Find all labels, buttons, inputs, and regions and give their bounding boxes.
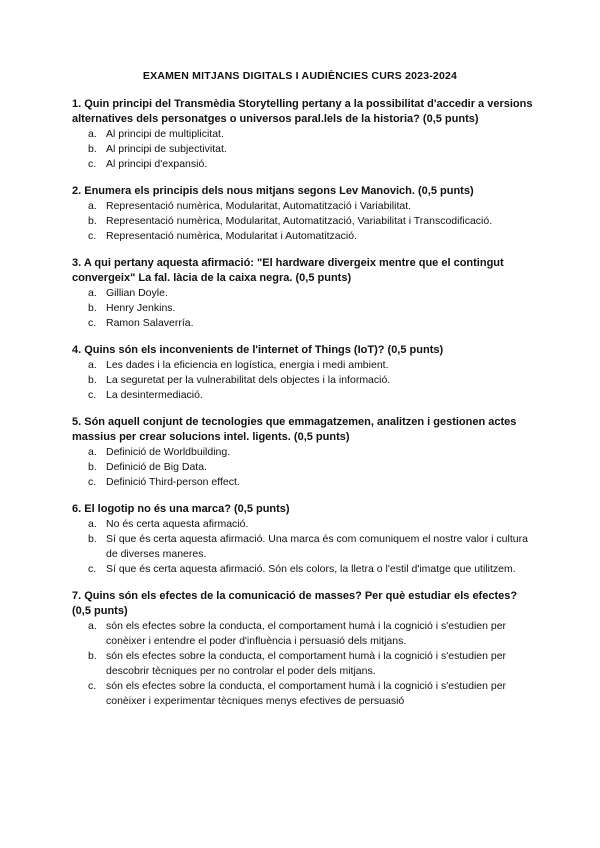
question-4 [72, 343, 534, 403]
option-text: Ramon Salaverría. [106, 317, 194, 329]
option-text: No és certa aquesta afirmació. [106, 518, 249, 530]
option-letter: b. [88, 650, 97, 662]
question-text: 1. Quin principi del Transmèdia Storytelling pertany a la possibilitat d'accedir a versions alternatives dels personatges o universos paral.lels de la historia? (0,5 punts) [72, 98, 533, 125]
option-text: són els efectes sobre la conducta, el comportament humà i la cognició i s'estudien per conèixer i entendre el poder d'influència i persuasió dels mitjans. [106, 620, 507, 647]
question-7 [72, 589, 534, 709]
option-text: són els efectes sobre la conducta, el comportament humà i la cognició i s'estudien per descobrir tècniques per no controlar el poder dels mitjans. [106, 650, 507, 677]
option-letter: b. [88, 374, 97, 386]
question-2 [72, 184, 534, 244]
option-c [72, 157, 534, 172]
option-letter: a. [88, 359, 97, 371]
option-text: Representació numèrica, Modularitat, Automatització, Variabilitat i Transcodificació. [106, 215, 493, 227]
option-letter: a. [88, 620, 97, 632]
question-6 [72, 502, 534, 577]
option-text: Les dades i la eficiencia en logística, energia i medi ambient. [106, 359, 389, 371]
option-list [72, 358, 534, 403]
option-a [72, 517, 534, 532]
option-list [72, 286, 534, 331]
option-c [72, 679, 534, 709]
option-letter: c. [88, 680, 97, 692]
option-letter: c. [88, 389, 97, 401]
option-text: La desintermediació. [106, 389, 203, 401]
option-text: Definició Third-person effect. [106, 476, 240, 488]
option-c [72, 562, 534, 577]
question-5 [72, 415, 534, 490]
option-list [72, 517, 534, 577]
question-text: 5. Són aquell conjunt de tecnologies que emmagatzemen, analitzen i gestionen actes massius per crear solucions intel. ligents. (0,5 punts) [72, 416, 517, 443]
option-a [72, 445, 534, 460]
option-text: Al principi de subjectivitat. [106, 143, 227, 155]
question-text: 3. A qui pertany aquesta afirmació: "El hardware divergeix mentre que el contingut convergeix" La fal. làcia de la caixa negra. (0,5 punts) [72, 257, 504, 284]
option-letter: c. [88, 158, 97, 170]
option-text: Henry Jenkins. [106, 302, 176, 314]
option-text: La seguretat per la vulnerabilitat dels objectes i la informació. [106, 374, 391, 386]
option-list [72, 199, 534, 244]
question-text: 6. El logotip no és una marca? (0,5 punts) [72, 503, 290, 515]
option-text: Al principi de multiplicitat. [106, 128, 224, 140]
option-text: Definició de Big Data. [106, 461, 207, 473]
option-list [72, 127, 534, 172]
option-c [72, 229, 534, 244]
option-b [72, 532, 534, 562]
option-letter: c. [88, 230, 97, 242]
option-text: Sí que és certa aquesta afirmació. Són els colors, la lletra o l'estil d'imatge que utilitzem. [106, 563, 516, 575]
option-a [72, 619, 534, 649]
option-text: Al principi d'expansió. [106, 158, 208, 170]
question-text: 7. Quins són els efectes de la comunicació de masses? Per què estudiar els efectes? (0,5 punts) [72, 590, 518, 617]
option-b [72, 649, 534, 679]
question-text: 2. Enumera els principis dels nous mitjans segons Lev Manovich. (0,5 punts) [72, 185, 474, 197]
option-list [72, 619, 534, 709]
option-letter: a. [88, 128, 97, 140]
option-letter: b. [88, 215, 97, 227]
question-text: 4. Quins són els inconvenients de l'internet of Things (IoT)? (0,5 punts) [72, 344, 444, 356]
option-b [72, 460, 534, 475]
option-a [72, 127, 534, 142]
option-text: són els efectes sobre la conducta, el comportament humà i la cognició i s'estudien per conèixer i experimentar tècniques menys efectives de persuasió [106, 680, 507, 707]
question-1 [72, 97, 534, 172]
option-letter: a. [88, 200, 97, 212]
option-list [72, 445, 534, 490]
question-list [72, 97, 534, 721]
option-text: Representació numèrica, Modularitat, Automatització i Variabilitat. [106, 200, 412, 212]
option-c [72, 316, 534, 331]
option-letter: b. [88, 143, 97, 155]
option-b [72, 301, 534, 316]
option-letter: a. [88, 287, 97, 299]
option-letter: a. [88, 446, 97, 458]
option-text: Sí que és certa aquesta afirmació. Una marca és com comuniquem el nostre valor i cultura de diverses maneres. [106, 533, 528, 560]
question-3 [72, 256, 534, 331]
option-a [72, 286, 534, 301]
option-letter: b. [88, 461, 97, 473]
option-a [72, 199, 534, 214]
option-c [72, 475, 534, 490]
option-letter: c. [88, 317, 97, 329]
option-text: Definició de Worldbuilding. [106, 446, 231, 458]
option-letter: c. [88, 563, 97, 575]
option-letter: a. [88, 518, 97, 530]
option-letter: b. [88, 302, 97, 314]
option-letter: b. [88, 533, 97, 545]
option-text: Gillian Doyle. [106, 287, 168, 299]
option-b [72, 373, 534, 388]
option-b [72, 214, 534, 229]
option-letter: c. [88, 476, 97, 488]
exam-title: EXAMEN MITJANS DIGITALS I AUDIÈNCIES CURS 2023-2024 [142, 70, 458, 82]
option-b [72, 142, 534, 157]
option-text: Representació numèrica, Modularitat i Automatització. [106, 230, 357, 242]
option-a [72, 358, 534, 373]
option-c [72, 388, 534, 403]
